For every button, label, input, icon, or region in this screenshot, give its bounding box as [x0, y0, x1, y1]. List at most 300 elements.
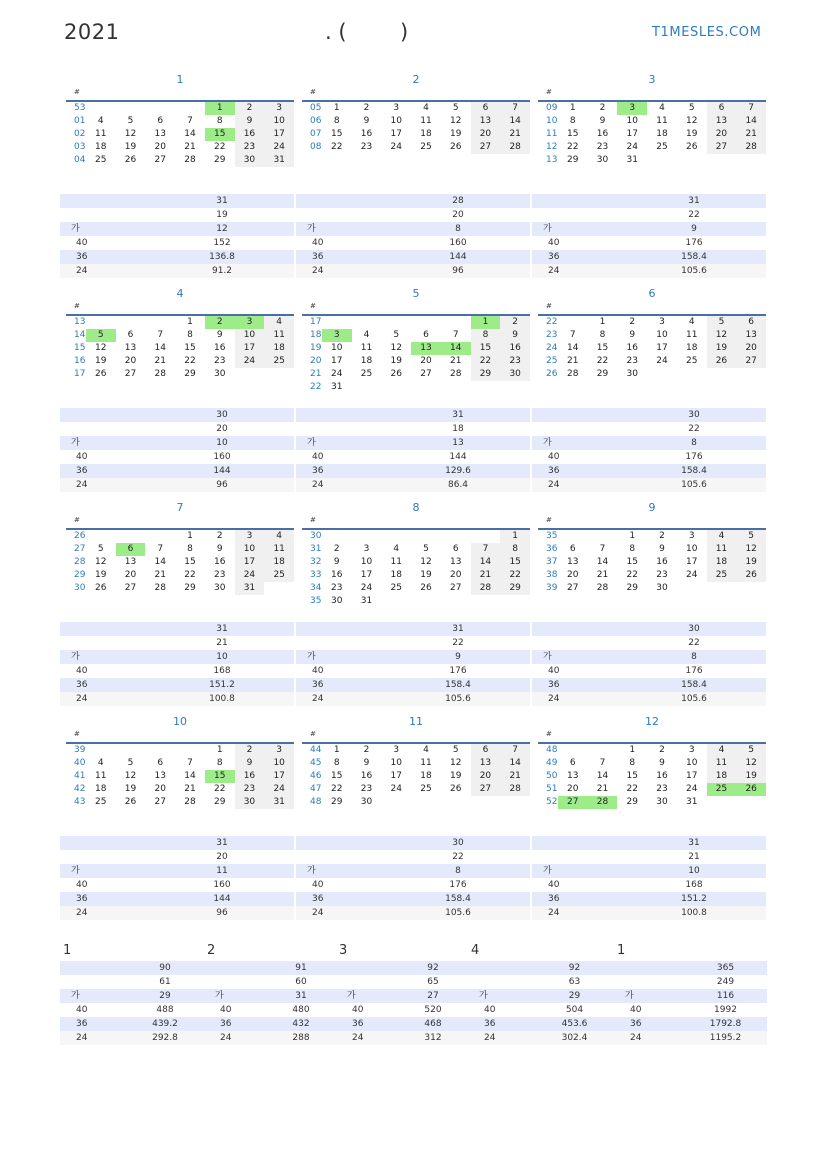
day-cell[interactable]: 19 [736, 556, 766, 569]
day-cell[interactable]: 10 [264, 115, 294, 128]
day-cell[interactable]: 10 [390, 758, 402, 768]
day-cell[interactable]: 14 [500, 115, 530, 128]
day-cell[interactable]: 19 [95, 356, 107, 366]
day-cell[interactable]: 5 [707, 316, 737, 329]
day-cell[interactable]: 7 [599, 758, 606, 768]
day-cell[interactable]: 7 [187, 758, 193, 768]
day-cell[interactable]: 5 [86, 329, 116, 342]
day-cell[interactable]: 19 [449, 771, 462, 781]
day-cell[interactable]: 4 [423, 103, 429, 113]
day-cell[interactable]: 13 [567, 771, 579, 781]
day-cell[interactable]: 17 [626, 129, 638, 139]
day-cell[interactable]: 23 [596, 142, 609, 152]
day-cell[interactable]: 29 [184, 583, 196, 593]
day-cell[interactable]: 17 [264, 128, 294, 141]
day-cell[interactable]: 14 [596, 771, 609, 781]
day-cell[interactable]: 7 [500, 102, 530, 115]
day-cell[interactable]: 6 [116, 543, 146, 556]
day-cell[interactable]: 12 [736, 543, 766, 556]
day-cell[interactable]: 27 [471, 141, 501, 154]
day-cell[interactable]: 20 [736, 342, 766, 355]
day-cell[interactable]: 7 [452, 330, 459, 340]
day-cell[interactable]: 28 [500, 141, 530, 154]
day-cell[interactable]: 11 [420, 116, 432, 126]
day-cell[interactable]: 19 [736, 770, 766, 783]
day-cell[interactable]: 13 [124, 557, 137, 567]
day-cell[interactable]: 17 [331, 356, 343, 366]
day-cell[interactable]: 21 [471, 569, 501, 582]
day-cell[interactable]: 16 [656, 557, 668, 567]
day-cell[interactable]: 3 [688, 531, 695, 541]
day-cell[interactable]: 3 [235, 316, 265, 329]
day-cell[interactable]: 8 [216, 758, 223, 768]
day-cell[interactable]: 7 [157, 544, 164, 554]
day-cell[interactable]: 4 [97, 758, 104, 768]
day-cell[interactable]: 24 [685, 570, 698, 580]
day-cell[interactable]: 9 [363, 758, 370, 768]
day-cell[interactable]: 11 [656, 116, 668, 126]
day-cell[interactable]: 14 [567, 343, 579, 353]
day-cell[interactable]: 15 [184, 557, 196, 567]
day-cell[interactable]: 1 [500, 530, 530, 543]
day-cell[interactable]: 21 [184, 142, 196, 152]
day-cell[interactable]: 19 [95, 570, 107, 580]
day-cell[interactable]: 27 [707, 141, 737, 154]
day-cell[interactable]: 22 [184, 356, 196, 366]
day-cell[interactable]: 21 [736, 128, 766, 141]
day-cell[interactable]: 12 [685, 116, 698, 126]
day-cell[interactable]: 16 [235, 770, 265, 783]
day-cell[interactable]: 11 [360, 343, 373, 353]
day-cell[interactable]: 20 [567, 784, 579, 794]
day-cell[interactable]: 2 [363, 745, 370, 755]
day-cell[interactable]: 22 [500, 569, 530, 582]
day-cell[interactable]: 16 [626, 343, 638, 353]
day-cell[interactable]: 5 [736, 530, 766, 543]
day-cell[interactable]: 23 [360, 142, 373, 152]
day-cell[interactable]: 21 [500, 770, 530, 783]
day-cell[interactable]: 8 [471, 329, 501, 342]
day-cell[interactable]: 6 [471, 102, 501, 115]
day-cell[interactable]: 7 [471, 543, 501, 556]
day-cell[interactable]: 20 [567, 570, 579, 580]
day-cell[interactable]: 9 [659, 544, 665, 554]
day-cell[interactable]: 22 [213, 142, 226, 152]
day-cell[interactable]: 9 [333, 557, 340, 567]
day-cell[interactable]: 21 [500, 128, 530, 141]
day-cell[interactable]: 6 [569, 758, 576, 768]
day-cell[interactable]: 3 [235, 530, 265, 543]
day-cell[interactable]: 14 [154, 343, 166, 353]
day-cell[interactable]: 27 [567, 583, 579, 593]
day-cell[interactable]: 15 [567, 129, 579, 139]
day-cell[interactable]: 1 [333, 745, 340, 755]
day-cell[interactable]: 8 [333, 116, 340, 126]
day-cell[interactable]: 28 [596, 583, 609, 593]
day-cell[interactable]: 14 [184, 771, 196, 781]
day-cell[interactable]: 26 [449, 784, 462, 794]
day-cell[interactable]: 17 [685, 771, 698, 781]
day-cell[interactable]: 11 [264, 329, 294, 342]
day-cell[interactable]: 23 [656, 784, 668, 794]
day-cell[interactable]: 18 [264, 556, 294, 569]
day-cell[interactable]: 20 [124, 570, 137, 580]
day-cell[interactable]: 4 [659, 103, 665, 113]
day-cell[interactable]: 25 [420, 784, 432, 794]
day-cell[interactable]: 25 [360, 369, 373, 379]
day-cell[interactable]: 1 [333, 103, 340, 113]
day-cell[interactable]: 8 [216, 116, 223, 126]
day-cell[interactable]: 30 [626, 369, 638, 379]
day-cell[interactable]: 3 [264, 744, 294, 757]
day-cell[interactable]: 2 [629, 317, 636, 327]
day-cell[interactable]: 27 [154, 155, 166, 165]
day-cell[interactable]: 19 [124, 784, 137, 794]
day-cell[interactable]: 27 [124, 369, 137, 379]
day-cell[interactable]: 19 [449, 129, 462, 139]
day-cell[interactable]: 24 [360, 583, 373, 593]
day-cell[interactable]: 1 [629, 531, 636, 541]
day-cell[interactable]: 15 [626, 771, 638, 781]
day-cell[interactable]: 15 [471, 342, 501, 355]
day-cell[interactable]: 14 [596, 557, 609, 567]
day-cell[interactable]: 9 [629, 330, 636, 340]
day-cell[interactable]: 10 [235, 329, 265, 342]
day-cell[interactable]: 16 [331, 570, 343, 580]
day-cell[interactable]: 23 [656, 570, 668, 580]
day-cell[interactable]: 22 [213, 784, 226, 794]
day-cell[interactable]: 16 [213, 343, 226, 353]
day-cell[interactable]: 21 [567, 356, 579, 366]
day-cell[interactable]: 27 [420, 369, 432, 379]
day-cell[interactable]: 6 [423, 330, 429, 340]
day-cell[interactable]: 24 [390, 142, 402, 152]
day-cell[interactable]: 3 [688, 745, 695, 755]
day-cell[interactable]: 28 [184, 797, 196, 807]
day-cell[interactable]: 15 [184, 343, 196, 353]
day-cell[interactable]: 1 [205, 102, 235, 115]
day-cell[interactable]: 13 [449, 557, 462, 567]
day-cell[interactable]: 29 [500, 582, 530, 595]
day-cell[interactable]: 15 [205, 770, 235, 783]
day-cell[interactable]: 13 [707, 115, 737, 128]
day-cell[interactable]: 2 [500, 316, 530, 329]
day-cell[interactable]: 6 [452, 544, 459, 554]
day-cell[interactable]: 12 [124, 129, 137, 139]
day-cell[interactable]: 1 [187, 317, 193, 327]
day-cell[interactable]: 3 [264, 102, 294, 115]
day-cell[interactable]: 1 [187, 531, 193, 541]
day-cell[interactable]: 17 [390, 771, 402, 781]
day-cell[interactable]: 13 [471, 757, 501, 770]
day-cell[interactable]: 28 [471, 582, 501, 595]
day-cell[interactable]: 11 [95, 129, 107, 139]
day-cell[interactable]: 9 [659, 758, 665, 768]
day-cell[interactable]: 2 [205, 316, 235, 329]
day-cell[interactable]: 11 [420, 758, 432, 768]
day-cell[interactable]: 5 [127, 116, 134, 126]
day-cell[interactable]: 13 [567, 557, 579, 567]
day-cell[interactable]: 29 [213, 797, 226, 807]
day-cell[interactable]: 17 [360, 570, 373, 580]
day-cell[interactable]: 18 [656, 129, 668, 139]
day-cell[interactable]: 6 [736, 316, 766, 329]
day-cell[interactable]: 16 [500, 342, 530, 355]
day-cell[interactable]: 18 [420, 771, 432, 781]
day-cell[interactable]: 26 [685, 142, 698, 152]
day-cell[interactable]: 7 [736, 102, 766, 115]
day-cell[interactable]: 7 [569, 330, 576, 340]
day-cell[interactable]: 21 [596, 784, 609, 794]
day-cell[interactable]: 3 [393, 745, 400, 755]
day-cell[interactable]: 25 [95, 155, 107, 165]
day-cell[interactable]: 4 [688, 317, 695, 327]
day-cell[interactable]: 25 [420, 142, 432, 152]
day-cell[interactable]: 29 [213, 155, 226, 165]
day-cell[interactable]: 30 [656, 583, 668, 593]
day-cell[interactable]: 30 [360, 797, 373, 807]
day-cell[interactable]: 12 [420, 557, 432, 567]
day-cell[interactable]: 18 [707, 556, 737, 569]
day-cell[interactable]: 19 [420, 570, 432, 580]
day-cell[interactable]: 6 [471, 744, 501, 757]
day-cell[interactable]: 28 [154, 583, 166, 593]
day-cell[interactable]: 31 [626, 155, 638, 165]
day-cell[interactable]: 9 [235, 115, 265, 128]
day-cell[interactable]: 12 [95, 557, 107, 567]
day-cell[interactable]: 14 [154, 557, 166, 567]
day-cell[interactable]: 7 [500, 744, 530, 757]
day-cell[interactable]: 5 [393, 330, 400, 340]
day-cell[interactable]: 25 [707, 569, 737, 582]
day-cell[interactable]: 20 [420, 356, 432, 366]
day-cell[interactable]: 14 [500, 757, 530, 770]
day-cell[interactable]: 5 [127, 758, 134, 768]
site-logo[interactable]: T1MESLES.COM [652, 25, 762, 40]
day-cell[interactable]: 22 [596, 356, 609, 366]
day-cell[interactable]: 8 [187, 544, 193, 554]
day-cell[interactable]: 23 [331, 583, 343, 593]
day-cell[interactable]: 26 [124, 155, 137, 165]
day-cell[interactable]: 25 [264, 569, 294, 582]
day-cell[interactable]: 23 [213, 356, 226, 366]
day-cell[interactable]: 9 [235, 757, 265, 770]
day-cell[interactable]: 23 [626, 356, 638, 366]
day-cell[interactable]: 28 [567, 369, 579, 379]
day-cell[interactable]: 28 [736, 141, 766, 154]
day-cell[interactable]: 18 [707, 770, 737, 783]
day-cell[interactable]: 30 [213, 583, 226, 593]
day-cell[interactable]: 13 [154, 129, 166, 139]
day-cell[interactable]: 19 [685, 129, 698, 139]
day-cell[interactable]: 25 [656, 142, 668, 152]
day-cell[interactable]: 8 [629, 544, 636, 554]
day-cell[interactable]: 5 [736, 744, 766, 757]
day-cell[interactable]: 29 [626, 797, 638, 807]
day-cell[interactable]: 30 [235, 154, 265, 167]
day-cell[interactable]: 28 [500, 783, 530, 796]
day-cell[interactable]: 27 [471, 783, 501, 796]
day-cell[interactable]: 24 [264, 141, 294, 154]
day-cell[interactable]: 17 [264, 770, 294, 783]
day-cell[interactable]: 29 [331, 797, 343, 807]
day-cell[interactable]: 18 [95, 142, 107, 152]
day-cell[interactable]: 28 [588, 796, 618, 809]
day-cell[interactable]: 6 [157, 116, 164, 126]
day-cell[interactable]: 22 [331, 784, 343, 794]
day-cell[interactable]: 2 [235, 102, 265, 115]
day-cell[interactable]: 15 [500, 556, 530, 569]
day-cell[interactable]: 12 [707, 329, 737, 342]
day-cell[interactable]: 2 [659, 745, 665, 755]
day-cell[interactable]: 23 [360, 784, 373, 794]
day-cell[interactable]: 2 [216, 531, 223, 541]
day-cell[interactable]: 4 [97, 116, 104, 126]
day-cell[interactable]: 18 [390, 570, 402, 580]
day-cell[interactable]: 29 [471, 368, 501, 381]
day-cell[interactable]: 22 [626, 570, 638, 580]
day-cell[interactable]: 24 [626, 142, 638, 152]
day-cell[interactable]: 31 [331, 382, 343, 392]
day-cell[interactable]: 26 [420, 583, 432, 593]
day-cell[interactable]: 4 [707, 744, 737, 757]
day-cell[interactable]: 5 [423, 544, 429, 554]
day-cell[interactable]: 12 [124, 771, 137, 781]
day-cell[interactable]: 26 [707, 355, 737, 368]
day-cell[interactable]: 15 [626, 557, 638, 567]
day-cell[interactable]: 15 [205, 128, 235, 141]
day-cell[interactable]: 20 [449, 570, 462, 580]
day-cell[interactable]: 11 [707, 757, 737, 770]
day-cell[interactable]: 19 [707, 342, 737, 355]
day-cell[interactable]: 18 [685, 343, 698, 353]
day-cell[interactable]: 2 [235, 744, 265, 757]
day-cell[interactable]: 20 [471, 128, 501, 141]
day-cell[interactable]: 18 [95, 784, 107, 794]
day-cell[interactable]: 8 [629, 758, 636, 768]
day-cell[interactable]: 29 [567, 155, 579, 165]
day-cell[interactable]: 16 [360, 771, 373, 781]
day-cell[interactable]: 26 [736, 569, 766, 582]
day-cell[interactable]: 20 [154, 784, 166, 794]
day-cell[interactable]: 14 [184, 129, 196, 139]
day-cell[interactable]: 26 [449, 142, 462, 152]
day-cell[interactable]: 2 [599, 103, 606, 113]
day-cell[interactable]: 27 [124, 583, 137, 593]
day-cell[interactable]: 24 [331, 369, 343, 379]
day-cell[interactable]: 3 [617, 102, 647, 115]
day-cell[interactable]: 17 [656, 343, 668, 353]
day-cell[interactable]: 24 [656, 356, 668, 366]
day-cell[interactable]: 28 [184, 155, 196, 165]
day-cell[interactable]: 26 [390, 369, 402, 379]
day-cell[interactable]: 9 [363, 116, 370, 126]
day-cell[interactable]: 23 [235, 141, 265, 154]
day-cell[interactable]: 24 [390, 784, 402, 794]
day-cell[interactable]: 13 [411, 342, 441, 355]
day-cell[interactable]: 8 [500, 543, 530, 556]
day-cell[interactable]: 18 [360, 356, 373, 366]
day-cell[interactable]: 16 [235, 128, 265, 141]
day-cell[interactable]: 5 [688, 103, 695, 113]
day-cell[interactable]: 1 [216, 745, 223, 755]
day-cell[interactable]: 15 [331, 129, 343, 139]
day-cell[interactable]: 28 [449, 369, 462, 379]
day-cell[interactable]: 28 [154, 369, 166, 379]
day-cell[interactable]: 26 [736, 783, 766, 796]
day-cell[interactable]: 26 [95, 583, 107, 593]
day-cell[interactable]: 7 [187, 116, 193, 126]
day-cell[interactable]: 14 [471, 556, 501, 569]
day-cell[interactable]: 1 [569, 103, 576, 113]
day-cell[interactable]: 13 [736, 329, 766, 342]
day-cell[interactable]: 10 [360, 557, 373, 567]
day-cell[interactable]: 31 [685, 797, 698, 807]
day-cell[interactable]: 21 [449, 356, 462, 366]
day-cell[interactable]: 3 [393, 103, 400, 113]
day-cell[interactable]: 10 [685, 544, 698, 554]
day-cell[interactable]: 25 [685, 356, 698, 366]
day-cell[interactable]: 8 [599, 330, 606, 340]
day-cell[interactable]: 30 [500, 368, 530, 381]
day-cell[interactable]: 10 [390, 116, 402, 126]
day-cell[interactable]: 23 [500, 355, 530, 368]
day-cell[interactable]: 22 [567, 142, 579, 152]
day-cell[interactable]: 9 [216, 544, 223, 554]
day-cell[interactable]: 20 [154, 142, 166, 152]
day-cell[interactable]: 12 [736, 757, 766, 770]
day-cell[interactable]: 27 [558, 796, 588, 809]
day-cell[interactable]: 26 [95, 369, 107, 379]
day-cell[interactable]: 16 [213, 557, 226, 567]
day-cell[interactable]: 4 [264, 316, 294, 329]
day-cell[interactable]: 11 [390, 557, 402, 567]
day-cell[interactable]: 19 [390, 356, 402, 366]
day-cell[interactable]: 31 [264, 154, 294, 167]
day-cell[interactable]: 13 [471, 115, 501, 128]
day-cell[interactable]: 21 [154, 356, 166, 366]
day-cell[interactable]: 13 [124, 343, 137, 353]
day-cell[interactable]: 2 [659, 531, 665, 541]
day-cell[interactable]: 10 [685, 758, 698, 768]
day-cell[interactable]: 4 [423, 745, 429, 755]
day-cell[interactable]: 3 [322, 329, 352, 342]
day-cell[interactable]: 20 [707, 128, 737, 141]
day-cell[interactable]: 17 [235, 556, 265, 569]
day-cell[interactable]: 5 [452, 745, 459, 755]
day-cell[interactable]: 17 [390, 129, 402, 139]
day-cell[interactable]: 8 [333, 758, 340, 768]
day-cell[interactable]: 30 [213, 369, 226, 379]
day-cell[interactable]: 2 [363, 103, 370, 113]
day-cell[interactable]: 18 [420, 129, 432, 139]
day-cell[interactable]: 23 [213, 570, 226, 580]
day-cell[interactable]: 10 [264, 757, 294, 770]
day-cell[interactable]: 22 [184, 570, 196, 580]
day-cell[interactable]: 21 [596, 570, 609, 580]
day-cell[interactable]: 29 [626, 583, 638, 593]
day-cell[interactable]: 15 [331, 771, 343, 781]
day-cell[interactable]: 31 [264, 796, 294, 809]
day-cell[interactable]: 25 [707, 783, 737, 796]
day-cell[interactable]: 11 [685, 330, 698, 340]
day-cell[interactable]: 30 [596, 155, 609, 165]
day-cell[interactable]: 1 [629, 745, 636, 755]
day-cell[interactable]: 29 [184, 369, 196, 379]
day-cell[interactable]: 1 [599, 317, 606, 327]
day-cell[interactable]: 30 [235, 796, 265, 809]
day-cell[interactable]: 24 [235, 569, 265, 582]
